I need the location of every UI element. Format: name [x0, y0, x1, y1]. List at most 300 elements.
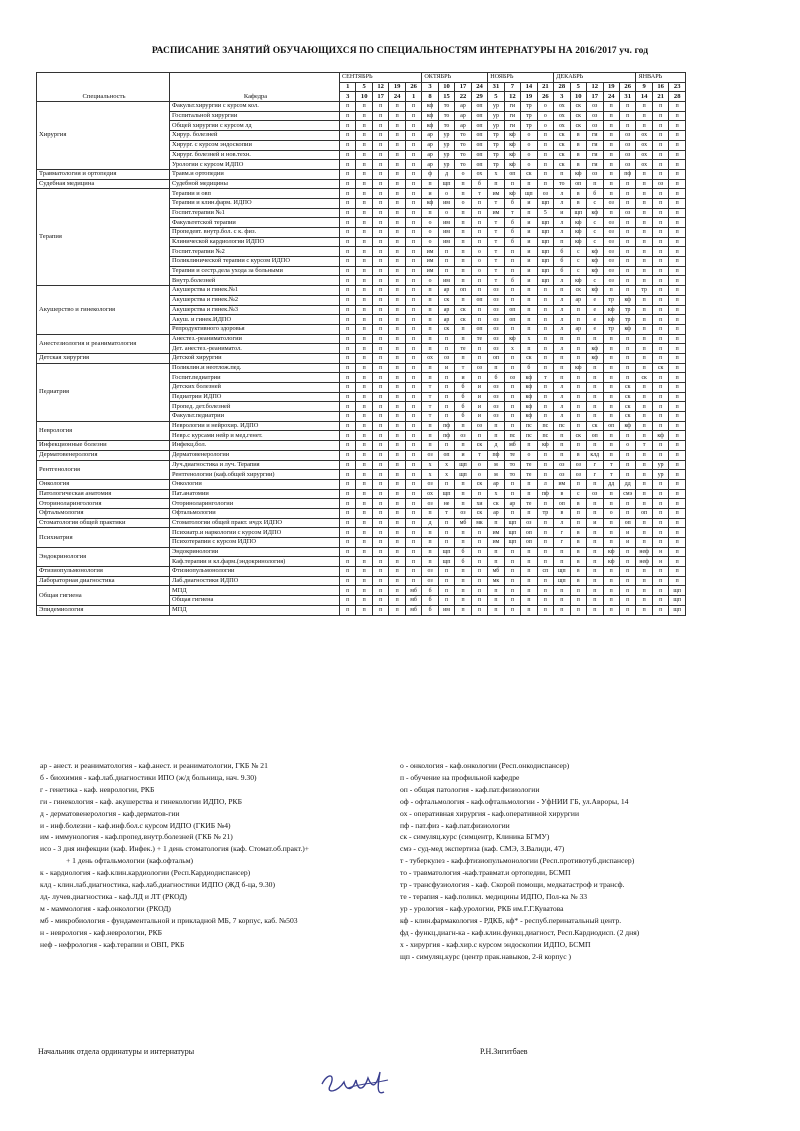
schedule-cell: оз — [422, 576, 438, 586]
specialty-cell: Неврология — [37, 421, 170, 440]
schedule-cell: тр — [537, 508, 553, 518]
schedule-cell: п — [372, 150, 388, 160]
date-header: 24 — [603, 92, 619, 102]
schedule-cell: п — [438, 538, 454, 548]
department-cell: МПД — [170, 586, 340, 596]
schedule-cell: п — [504, 596, 520, 606]
schedule-cell: б — [422, 596, 438, 606]
schedule-cell: оз — [603, 228, 619, 238]
schedule-cell: б — [455, 392, 471, 402]
schedule-cell: о — [603, 508, 619, 518]
schedule-cell: п — [471, 596, 487, 606]
date-header: 12 — [372, 82, 388, 92]
schedule-cell: п — [372, 257, 388, 267]
schedule-cell: и — [619, 538, 635, 548]
legend-item: те - терапия - каф.поликл. медицины ИДПО, Пол-ка № 33 — [400, 891, 588, 901]
department-cell: Госпит.терапии №2 — [170, 247, 340, 257]
signatory-position: Начальник отдела ординатуры и интернатуры — [38, 1047, 195, 1056]
department-cell: Госпит.терапии №1 — [170, 208, 340, 218]
schedule-cell: п — [356, 324, 372, 334]
schedule-cell: п — [652, 450, 668, 460]
schedule-cell: п — [504, 412, 520, 422]
schedule-cell: п — [570, 479, 586, 489]
department-cell: Госпитальной хирургии — [170, 111, 340, 121]
schedule-cell: п — [521, 508, 537, 518]
schedule-cell: п — [422, 334, 438, 344]
schedule-cell: л — [554, 198, 570, 208]
schedule-cell: п — [587, 586, 603, 596]
schedule-cell: п — [356, 499, 372, 509]
schedule-cell: п — [340, 315, 356, 325]
schedule-cell: оз — [587, 111, 603, 121]
specialty-cell: Судебная медицина — [37, 179, 170, 189]
schedule-cell: п — [537, 576, 553, 586]
schedule-cell: п — [340, 131, 356, 141]
schedule-cell: п — [504, 324, 520, 334]
schedule-cell: п — [652, 189, 668, 199]
schedule-cell: п — [636, 276, 652, 286]
schedule-cell: п — [603, 179, 619, 189]
schedule-cell: п — [340, 179, 356, 189]
schedule-cell: п — [340, 518, 356, 528]
schedule-cell: п — [652, 586, 668, 596]
schedule-cell: п — [652, 538, 668, 548]
schedule-cell: т — [422, 412, 438, 422]
schedule-cell: о — [537, 111, 553, 121]
schedule-cell: п — [455, 421, 471, 431]
schedule-cell: оз — [455, 431, 471, 441]
schedule-cell: п — [636, 344, 652, 354]
schedule-cell: х — [488, 169, 504, 179]
schedule-cell: п — [652, 208, 668, 218]
schedule-cell: кф — [587, 257, 603, 267]
schedule-cell: п — [504, 286, 520, 296]
schedule-cell: т — [636, 441, 652, 451]
specialty-cell: Эпидемиология — [37, 605, 170, 615]
schedule-cell: п — [603, 344, 619, 354]
schedule-cell: п — [619, 508, 635, 518]
schedule-cell: п — [504, 586, 520, 596]
schedule-cell: п — [356, 286, 372, 296]
table-row — [37, 499, 686, 509]
legend-item: ур - урология - каф.урологии, РКБ им.Г.Г.Куватова — [400, 903, 564, 913]
date-header: 17 — [587, 92, 603, 102]
schedule-cell: п — [488, 421, 504, 431]
schedule-cell: п — [372, 460, 388, 470]
schedule-cell: д — [422, 518, 438, 528]
schedule-cell: п — [587, 576, 603, 586]
schedule-cell: п — [438, 247, 454, 257]
schedule-cell: п — [405, 286, 421, 296]
schedule-cell: им — [488, 538, 504, 548]
schedule-cell: п — [455, 189, 471, 199]
schedule-cell: оз — [488, 295, 504, 305]
schedule-cell: п — [471, 567, 487, 577]
schedule-cell: ур — [438, 131, 454, 141]
schedule-cell: п — [389, 276, 405, 286]
schedule-cell: п — [669, 111, 686, 121]
schedule-cell: п — [372, 431, 388, 441]
table-row — [37, 102, 686, 112]
schedule-cell: п — [422, 286, 438, 296]
schedule-cell: п — [340, 102, 356, 112]
schedule-cell: л — [554, 305, 570, 315]
schedule-cell: п — [356, 479, 372, 489]
schedule-cell: п — [636, 102, 652, 112]
schedule-cell: п — [636, 518, 652, 528]
date-header: 19 — [389, 82, 405, 92]
schedule-cell: п — [356, 247, 372, 257]
date-header: 26 — [405, 82, 421, 92]
schedule-cell: с — [570, 266, 586, 276]
schedule-cell: в — [570, 150, 586, 160]
schedule-cell: п — [438, 266, 454, 276]
schedule-cell: оз — [537, 189, 553, 199]
schedule-cell: л — [554, 276, 570, 286]
legend-item: п - обучение на профильной кафедре — [400, 772, 520, 782]
schedule-cell: п — [603, 286, 619, 296]
schedule-cell: п — [537, 363, 553, 373]
date-header: 15 — [438, 92, 454, 102]
schedule-cell: им — [438, 237, 454, 247]
schedule-cell: п — [636, 383, 652, 393]
schedule-cell: щп — [537, 266, 553, 276]
date-header: 9 — [636, 82, 652, 92]
schedule-cell: кф — [504, 334, 520, 344]
schedule-cell: кф — [570, 218, 586, 228]
schedule-cell: п — [504, 353, 520, 363]
schedule-cell: п — [603, 373, 619, 383]
schedule-cell: п — [521, 295, 537, 305]
schedule-cell: д — [438, 169, 454, 179]
schedule-cell: в — [570, 198, 586, 208]
schedule-cell: п — [652, 237, 668, 247]
schedule-cell: п — [405, 334, 421, 344]
legend-item: тр - трансфузиология - каф. Скорой помощи, медкатастроф и трансф. — [400, 880, 625, 890]
schedule-cell: п — [587, 538, 603, 548]
schedule-cell: п — [340, 363, 356, 373]
schedule-cell: то — [504, 460, 520, 470]
schedule-cell: п — [372, 528, 388, 538]
schedule-cell: ар — [455, 102, 471, 112]
schedule-cell: п — [356, 470, 372, 480]
schedule-cell: п — [340, 431, 356, 441]
schedule-cell: п — [504, 392, 520, 402]
schedule-cell: п — [504, 179, 520, 189]
schedule-cell: в — [570, 547, 586, 557]
date-header: 31 — [619, 92, 635, 102]
schedule-cell: ар — [488, 508, 504, 518]
schedule-cell: п — [340, 528, 356, 538]
legend-item: н - неврология - каф.неврологии, РКБ — [40, 927, 163, 937]
schedule-cell: п — [652, 257, 668, 267]
schedule-cell: п — [537, 392, 553, 402]
schedule-cell: с — [587, 276, 603, 286]
schedule-cell: п — [669, 557, 686, 567]
schedule-header — [37, 73, 686, 102]
schedule-cell: х — [438, 460, 454, 470]
schedule-cell: ох — [471, 169, 487, 179]
schedule-cell: п — [372, 295, 388, 305]
schedule-cell: п — [652, 421, 668, 431]
schedule-cell: п — [340, 344, 356, 354]
schedule-cell: ск — [554, 150, 570, 160]
schedule-cell: ф — [422, 169, 438, 179]
schedule-cell: п — [669, 373, 686, 383]
table-row — [37, 169, 686, 179]
schedule-cell: п — [340, 189, 356, 199]
schedule-cell: оз — [652, 179, 668, 189]
schedule-cell: тр — [619, 315, 635, 325]
schedule-cell: п — [372, 576, 388, 586]
schedule-cell: п — [405, 412, 421, 422]
schedule-cell: п — [537, 315, 553, 325]
department-cell: Терапии и клин.фарм. ИДПО — [170, 198, 340, 208]
schedule-cell: п — [356, 189, 372, 199]
schedule-cell: п — [455, 237, 471, 247]
schedule-cell: п — [570, 441, 586, 451]
schedule-cell: п — [405, 102, 421, 112]
schedule-cell: щп — [537, 218, 553, 228]
schedule-cell: п — [488, 431, 504, 441]
schedule-cell: п — [554, 169, 570, 179]
schedule-cell: п — [471, 586, 487, 596]
schedule-cell: п — [537, 528, 553, 538]
schedule-cell: п — [619, 373, 635, 383]
schedule-cell: п — [389, 179, 405, 189]
schedule-cell: п — [340, 586, 356, 596]
schedule-cell: п — [669, 198, 686, 208]
schedule-cell: п — [389, 208, 405, 218]
schedule-cell: п — [636, 392, 652, 402]
schedule-cell: о — [521, 150, 537, 160]
schedule-cell: п — [652, 489, 668, 499]
schedule-cell: п — [356, 557, 372, 567]
department-cell: Инфекц.бол. — [170, 441, 340, 451]
table-row — [37, 508, 686, 518]
schedule-cell: п — [389, 557, 405, 567]
schedule-cell: п — [405, 257, 421, 267]
schedule-cell: п — [389, 450, 405, 460]
schedule-cell: щп — [455, 470, 471, 480]
date-header: 21 — [537, 82, 553, 92]
schedule-cell: п — [372, 518, 388, 528]
schedule-cell: оз — [488, 315, 504, 325]
schedule-cell: т — [488, 276, 504, 286]
schedule-cell: п — [455, 218, 471, 228]
schedule-cell: п — [389, 324, 405, 334]
schedule-cell: б — [554, 247, 570, 257]
schedule-cell: в — [570, 528, 586, 538]
table-row — [37, 586, 686, 596]
schedule-cell: оп — [587, 431, 603, 441]
schedule-cell: щп — [438, 557, 454, 567]
schedule-cell: п — [652, 567, 668, 577]
schedule-cell: п — [340, 150, 356, 160]
schedule-cell: п — [372, 266, 388, 276]
schedule-cell: о — [422, 276, 438, 286]
schedule-cell: сп — [537, 567, 553, 577]
schedule-cell: те — [521, 499, 537, 509]
schedule-cell: м — [488, 460, 504, 470]
department-cell: Факультетской терапии — [170, 218, 340, 228]
schedule-cell: с — [570, 257, 586, 267]
schedule-cell: п — [652, 160, 668, 170]
schedule-cell: пс — [521, 431, 537, 441]
schedule-cell: п — [603, 605, 619, 615]
schedule-cell: п — [356, 596, 372, 606]
legend-item: г - генетика - каф. неврологии, РКБ — [40, 784, 155, 794]
schedule-cell: п — [669, 528, 686, 538]
schedule-cell: п — [619, 102, 635, 112]
schedule-cell: оз — [619, 150, 635, 160]
schedule-cell: п — [438, 441, 454, 451]
schedule-cell: п — [652, 228, 668, 238]
schedule-cell: п — [389, 344, 405, 354]
schedule-cell: п — [504, 557, 520, 567]
schedule-cell: тр — [488, 150, 504, 160]
legend-item: и - инф.болезни - каф.инф.бол.с курсом ИДПО (ГКИБ №4) — [40, 820, 231, 830]
schedule-cell: п — [340, 305, 356, 315]
schedule-cell: п — [669, 179, 686, 189]
legend-item: к - кардиология - каф.клин.кардиологии (Респ.Кардиодиспансер) — [40, 868, 251, 878]
schedule-cell: п — [537, 557, 553, 567]
department-cell: Психотерапии с курсом ИДПО — [170, 538, 340, 548]
schedule-cell: п — [422, 557, 438, 567]
schedule-cell: п — [554, 450, 570, 460]
schedule-cell: п — [389, 150, 405, 160]
schedule-cell: оз — [603, 266, 619, 276]
schedule-cell: о — [537, 102, 553, 112]
schedule-cell: п — [652, 508, 668, 518]
schedule-cell: п — [669, 140, 686, 150]
schedule-cell: о — [521, 131, 537, 141]
schedule-cell: и — [521, 257, 537, 267]
schedule-cell: п — [619, 576, 635, 586]
schedule-cell: п — [389, 576, 405, 586]
schedule-cell: п — [340, 266, 356, 276]
date-header: 16 — [652, 82, 668, 92]
schedule-cell: оз — [488, 324, 504, 334]
schedule-cell: п — [537, 150, 553, 160]
schedule-cell: п — [340, 208, 356, 218]
legend-item: кф - клин.фармакология - РДКБ, кф* - респуб.перинатальный центр. — [400, 915, 622, 925]
schedule-cell: п — [521, 324, 537, 334]
schedule-cell: п — [636, 111, 652, 121]
department-cell: Хирург. болезней и нов.техн. — [170, 150, 340, 160]
schedule-cell: п — [405, 353, 421, 363]
schedule-cell: п — [603, 383, 619, 393]
schedule-cell: п — [636, 538, 652, 548]
schedule-cell: тр — [521, 111, 537, 121]
schedule-cell: п — [521, 179, 537, 189]
schedule-cell: п — [636, 402, 652, 412]
schedule-cell: п — [405, 218, 421, 228]
schedule-cell: п — [455, 295, 471, 305]
schedule-cell: в — [570, 450, 586, 460]
schedule-cell: мк — [471, 518, 487, 528]
table-row — [37, 450, 686, 460]
schedule-cell: щп — [669, 586, 686, 596]
schedule-cell: п — [488, 518, 504, 528]
document-title: РАСПИСАНИЕ ЗАНЯТИЙ ОБУЧАЮЩИХСЯ ПО СПЕЦИАЛЬНОСТЯМ ИНТЕРНАТУРЫ НА 2016/2017 уч. год — [151, 46, 649, 56]
schedule-cell: п — [438, 412, 454, 422]
schedule-cell: п — [636, 596, 652, 606]
schedule-cell: п — [669, 218, 686, 228]
schedule-cell: т — [603, 470, 619, 480]
schedule-cell: п — [455, 605, 471, 615]
schedule-cell: п — [570, 421, 586, 431]
schedule-cell: п — [652, 392, 668, 402]
schedule-cell: п — [652, 121, 668, 131]
schedule-cell: щп — [537, 237, 553, 247]
schedule-cell: пф — [438, 431, 454, 441]
legend-item: неф - нефрология - каф.терапии и ОВП, РКБ — [40, 939, 185, 949]
schedule-cell: п — [652, 111, 668, 121]
schedule-cell: о — [455, 169, 471, 179]
schedule-cell: п — [669, 150, 686, 160]
schedule-cell: п — [389, 228, 405, 238]
schedule-cell: п — [372, 470, 388, 480]
legend-item: фд - функц.диагн-ка - каф.клин.функц.диагност, Респ.Кардиодисп. (2 дня) — [400, 927, 640, 937]
schedule-cell: им — [554, 479, 570, 489]
schedule-cell: п — [537, 353, 553, 363]
department-cell: Поликлинической терапии с курсом ИДПО — [170, 257, 340, 267]
schedule-cell: т — [537, 373, 553, 383]
schedule-cell: п — [537, 470, 553, 480]
date-header: 10 — [570, 92, 586, 102]
schedule-cell: п — [619, 266, 635, 276]
schedule-cell: п — [504, 257, 520, 267]
schedule-cell: ги — [504, 102, 520, 112]
schedule-cell: п — [372, 353, 388, 363]
schedule-cell: п — [603, 538, 619, 548]
schedule-cell: п — [537, 160, 553, 170]
schedule-cell: п — [438, 567, 454, 577]
schedule-cell: п — [504, 576, 520, 586]
schedule-cell: в — [570, 499, 586, 509]
schedule-cell: то — [438, 111, 454, 121]
schedule-cell: п — [422, 295, 438, 305]
date-header: 19 — [521, 92, 537, 102]
date-header: 12 — [587, 82, 603, 92]
schedule-cell: ар — [438, 286, 454, 296]
specialty-cell: Лабораторная диагностика — [37, 576, 170, 586]
schedule-cell: п — [619, 121, 635, 131]
schedule-cell: щп — [438, 489, 454, 499]
schedule-cell: оз — [587, 169, 603, 179]
schedule-cell: клд — [587, 450, 603, 460]
schedule-cell: оз — [438, 353, 454, 363]
schedule-cell: о — [422, 237, 438, 247]
specialty-cell: Стоматология общей практики — [37, 518, 170, 528]
schedule-cell: п — [669, 547, 686, 557]
schedule-cell: щп — [537, 198, 553, 208]
date-header: 31 — [488, 82, 504, 92]
department-cell: Фтизиопульмонологии — [170, 567, 340, 577]
schedule-cell: п — [389, 169, 405, 179]
schedule-cell: кф — [422, 111, 438, 121]
schedule-cell: оз — [619, 131, 635, 141]
table-row — [37, 334, 686, 344]
schedule-cell: п — [554, 363, 570, 373]
table-row — [37, 479, 686, 489]
schedule-cell: и — [471, 412, 487, 422]
schedule-cell: п — [537, 412, 553, 422]
date-header: 26 — [537, 92, 553, 102]
schedule-cell: г — [554, 528, 570, 538]
schedule-cell: кф — [587, 286, 603, 296]
